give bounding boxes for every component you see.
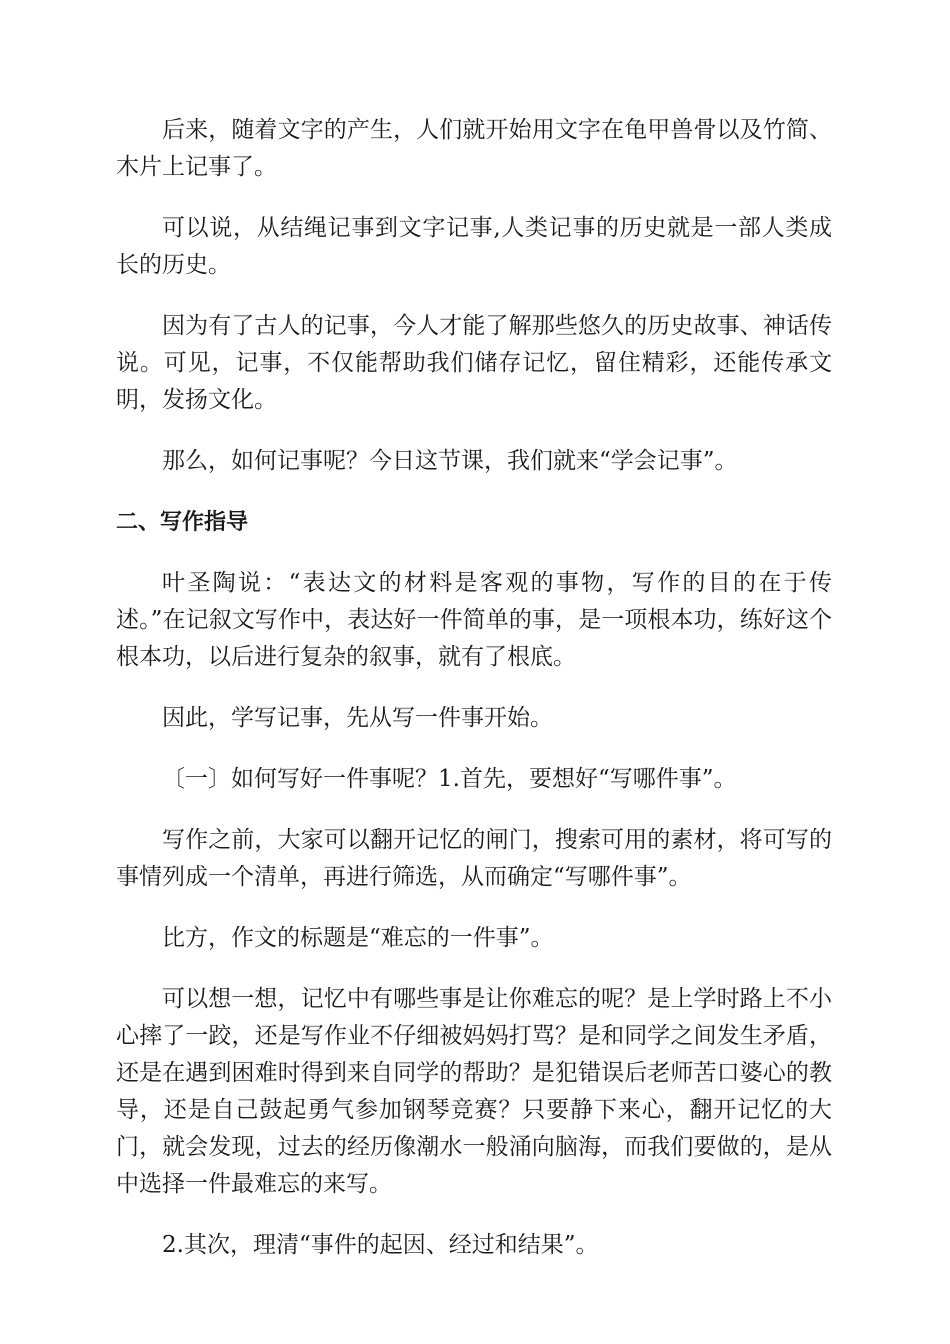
paragraph-step-one: 〔一〕如何写好一件事呢？1.首先，要想好“写哪件事”。 (162, 766, 737, 792)
paragraph-value-of-records: 因为有了古人的记事，今人才能了解那些悠久的历史故事、神话传说。可见，记事，不仅能帮助我们储存记忆，留住精彩，还能传承文明，发扬文化。 (116, 313, 832, 413)
paragraph-example-title: 比方，作文的标题是“难忘的一件事”。 (162, 925, 554, 951)
paragraph-before-writing: 写作之前，大家可以翻开记忆的闸门，搜索可用的素材，将可写的事情列成一个清单，再进行筛选，从而确定“写哪件事”。 (116, 827, 832, 890)
paragraph-quote: 叶圣陶说：“表达文的材料是客观的事物，写作的目的在于传述。”在记叙文写作中，表达好一件简单的事，是一项根本功，练好这个根本功，以后进行复杂的叙事，就有了根底。 (116, 570, 832, 670)
document-body (116, 112, 832, 1288)
paragraph-history-of-records: 可以说，从结绳记事到文字记事,人类记事的历史就是一部人类成长的历史。 (116, 215, 832, 278)
paragraph-lesson-intro: 那么，如何记事呢？今日这节课，我们就来“学会记事”。 (162, 448, 738, 474)
section-heading: 二、写作指导 (116, 510, 249, 535)
paragraph-memory-examples: 可以想一想，记忆中有哪些事是让你难忘的呢？是上学时路上不小心摔了一跤，还是写作业不仔细被妈妈打骂？是和同学之间发生矛盾，还是在遇到困难时得到来自同学的帮助？是犯错误后老师苦口婆心的教导，还是自己鼓起勇气参加钢琴竞赛？只要静下来心，翻开记忆的大门，就会发现，过去的经历像潮水一般涌向脑海，而我们要做的，是从中选择一件最难忘的来写。 (116, 986, 832, 1197)
paragraph-start: 因此，学写记事，先从写一件事开始。 (162, 705, 553, 731)
paragraph-writing-origin: 后来，随着文字的产生，人们就开始用文字在龟甲兽骨以及竹简、木片上记事了。 (116, 117, 832, 180)
paragraph-step-two: 2.其次，理清“事件的起因、经过和结果”。 (162, 1232, 599, 1258)
